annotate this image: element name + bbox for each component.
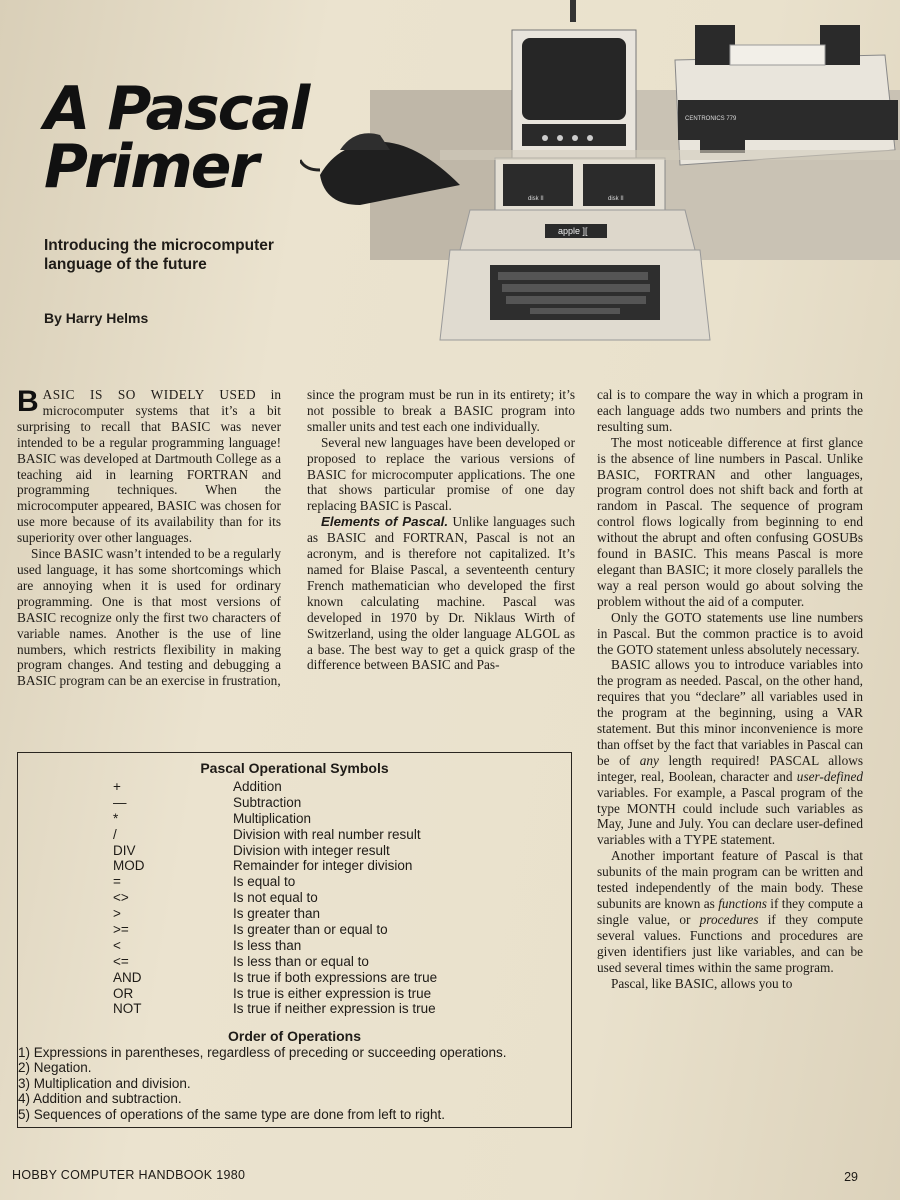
drive-label: disk II	[608, 196, 624, 202]
paragraph: since the program must be run in its entirety; it’s not possible to break a BASIC program into smaller units and test each one individually.	[307, 387, 575, 434]
symbols-table	[18, 779, 571, 1017]
order-title: Order of Operations	[227, 1028, 362, 1044]
symbol-description: Is true if neither expression is true	[233, 1001, 436, 1017]
order-item: 5) Sequences of operations of the same type are done from left to right.	[18, 1106, 445, 1122]
paragraph: Pascal, like BASIC, allows you to	[611, 975, 793, 991]
symbol: —	[113, 794, 127, 810]
article-byline: By Harry Helms	[44, 310, 149, 326]
publication-footer: HOBBY COMPUTER HANDBOOK 1980	[12, 1168, 246, 1182]
title-line-2: Primer	[44, 132, 258, 202]
symbol-row	[18, 970, 571, 986]
monitor	[512, 30, 636, 160]
symbol-row	[18, 843, 571, 859]
paragraph-text: if they compute several values. Functions and procedures are given identifiers just like variables, and can be used several times within the same program.	[597, 911, 863, 975]
symbol-row	[18, 827, 571, 843]
paragraph	[307, 514, 575, 673]
symbol-row	[18, 874, 571, 890]
symbol-description: Addition	[233, 779, 282, 794]
paragraph	[597, 657, 863, 848]
keyboard	[490, 265, 660, 320]
symbol: AND	[113, 969, 142, 985]
symbol-description: Subtraction	[233, 794, 302, 810]
symbol-description: Is less than	[233, 937, 302, 953]
column-3	[597, 387, 863, 991]
paragraph: cal is to compare the way in which a program in each language adds two numbers and prints the resulting sum.	[597, 387, 863, 434]
symbol-description: Is less than or equal to	[233, 953, 369, 969]
symbol: OR	[113, 985, 134, 1001]
symbol-description: Division with integer result	[233, 842, 390, 858]
symbol: NOT	[113, 1001, 142, 1017]
emphasis: user-defined	[796, 768, 863, 784]
paragraph-text: Another important feature of Pascal is that subunits of the main program can be written and tested independently of the main body. These subunits are known as	[597, 848, 863, 911]
disk-drives	[495, 158, 665, 210]
symbol-row	[18, 938, 571, 954]
symbol-row	[18, 1001, 571, 1017]
page-number: 29	[844, 1170, 858, 1184]
order-item: 1) Expressions in parentheses, regardless of preceding or succeeding operations.	[18, 1045, 507, 1060]
emphasis: any	[639, 752, 659, 768]
symbol-description: Is not equal to	[233, 890, 318, 906]
symbol: MOD	[113, 858, 145, 874]
article-subtitle: Introducing the microcomputer language of the future	[44, 237, 274, 273]
paragraph: The most noticeable difference at first glance is the absence of line numbers in Pascal. Unlike BASIC, FORTRAN and other languages, program control does not shift back and forth at random in Pascal. The sequence of program control flows logically from beginning to end without the abrupt and often confusing GOSUBs found in BASIC. This means Pascal is more elegant than BASIC; it more closely parallels the way a real person would go about solving the problem without the aid of a computer.	[597, 434, 863, 609]
symbol-row	[18, 858, 571, 874]
symbol: /	[113, 826, 117, 842]
paragraph-text: in microcomputer systems that it’s a bit surprising to recall that BASIC was never intended to be a regular programming language! BASIC was developed at Dartmouth College as a teaching aid in learning FORTRAN and programming techniques. When the microcomputer appeared, BASIC was chosen for use more because of its availability than for its superiority over other languages.	[17, 387, 282, 546]
symbol-description: Division with real number result	[233, 826, 421, 842]
order-list	[18, 1045, 507, 1122]
symbol: <	[113, 937, 121, 953]
operational-symbols-box	[17, 752, 572, 1128]
symbol: +	[113, 779, 121, 794]
symbol: <=	[113, 953, 129, 969]
column-1	[17, 387, 281, 689]
symbol-row	[18, 954, 571, 970]
emphasis: functions	[718, 896, 767, 911]
title-line-1: A Pascal	[44, 74, 309, 144]
lead-in: ASIC IS SO WIDELY USED	[42, 387, 257, 402]
printer-label: CENTRONICS 779	[685, 116, 737, 122]
article-title	[44, 74, 344, 202]
drive-label: disk II	[528, 196, 544, 202]
symbol-description: Is true is either expression is true	[233, 985, 432, 1001]
symbol-description: Is true if both expressions are true	[233, 969, 438, 985]
paragraph-text: if they compute a single value, or	[597, 896, 863, 927]
paragraph: Since BASIC wasn’t intended to be a regularly used language, it has some shortcomings which are annoying when it is used for ordinary programming. One is that most versions of BASIC recognize only the first two characters of variable names. Another is the use of line numbers, which restricts flexibility in making program changes. And testing and debugging a BASIC program can be an exercise in frustration,	[17, 546, 281, 689]
column-2	[307, 387, 575, 673]
symbol-description: Is greater than	[233, 906, 321, 922]
emphasis: procedures	[699, 911, 759, 927]
order-item: 2) Negation.	[18, 1060, 92, 1076]
paragraph-text: variables. For example, a Pascal program of the type MONTH could include such variables as May, June and July. You can declare user-defined variables with a TYPE statement.	[597, 784, 863, 848]
symbol-row	[18, 922, 571, 938]
paragraph	[17, 387, 281, 546]
paragraph	[597, 848, 863, 975]
paragraph-text: BASIC allows you to introduce variables into the program as needed. Pascal, on the other hand, requires that you “declare” all variables used in the program at the beginning, using a VAR statement. But this minor inconvenience is more than offset by the fact that variables in Pascal can be of	[597, 657, 863, 768]
apple-logo-label: apple ][	[558, 226, 588, 236]
symbol-row	[18, 906, 571, 922]
sidebar-title: Pascal Operational Symbols	[200, 760, 389, 776]
drop-cap: B	[17, 385, 39, 418]
symbol-description: Remainder for integer division	[233, 858, 413, 874]
symbol: *	[113, 810, 119, 826]
printer	[675, 25, 898, 165]
symbol-row	[18, 779, 571, 795]
symbol-row	[18, 811, 571, 827]
apple-ii-photo	[300, 0, 900, 345]
symbol: <>	[113, 890, 129, 906]
symbol-description: Is equal to	[233, 874, 296, 890]
symbol-description: Multiplication	[233, 810, 312, 826]
symbol-description: Is greater than or equal to	[233, 922, 388, 938]
paragraph-text: Unlike languages such as BASIC and FORTRAN, Pascal is not an acronym, and is therefore not capitalized. It’s named for Blaise Pascal, a seventeenth century French mathematician who developed the first known calculating machine. Pascal was developed in 1970 by Dr. Niklaus Wirth of Switzerland, using the older language ALGOL as a base. The best way to get a quick grasp of the difference between BASIC and Pas-	[307, 514, 575, 673]
symbol-row	[18, 890, 571, 906]
section-heading: Elements of Pascal.	[321, 514, 449, 530]
symbol-row	[18, 986, 571, 1002]
order-item: 3) Multiplication and division.	[18, 1075, 191, 1091]
symbol: >	[113, 906, 121, 922]
paragraph: Several new languages have been developed or proposed to replace the various versions of BASIC for microcomputer applications. The one that shows particular promise of one day replacing BASIC is Pascal.	[307, 434, 575, 514]
paragraph: Only the GOTO statements use line numbers in Pascal. But the common practice is to avoid the GOTO statement unless absolutely necessary.	[597, 609, 863, 657]
symbol: =	[113, 874, 121, 890]
symbol: DIV	[113, 842, 136, 858]
paragraph-text: length required! PASCAL allows integer, real, Boolean, character and	[597, 752, 863, 784]
symbol: >=	[113, 922, 129, 938]
symbol-row	[18, 795, 571, 811]
order-item: 4) Addition and subtraction.	[18, 1091, 182, 1107]
